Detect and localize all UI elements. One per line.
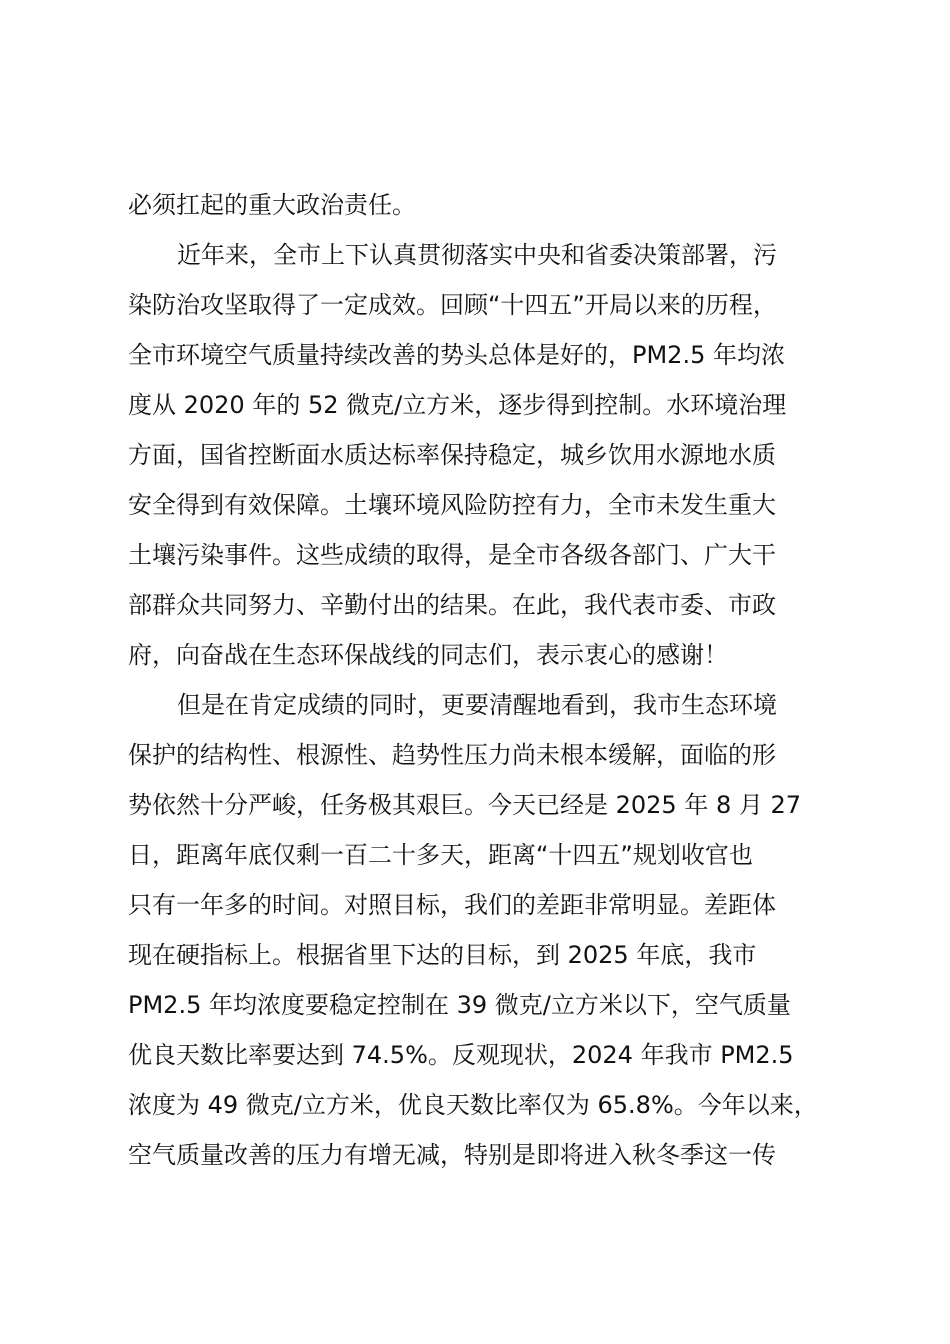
text-line-17: PM2.5 年均浓度要稳定控制在 39 微克/立方米以下，空气质量: [128, 991, 791, 1019]
text-line-8: 土壤污染事件。这些成绩的取得，是全市各级各部门、广大干: [128, 541, 776, 569]
text-line-1: 必须扛起的重大政治责任。: [128, 191, 416, 219]
text-line-19: 浓度为 49 微克/立方米，优良天数比率仅为 65.8%。今年以来，: [128, 1091, 818, 1119]
text-line-9: 部群众共同努力、辛勤付出的结果。在此，我代表市委、市政: [128, 591, 776, 619]
text-line-16: 现在硬指标上。根据省里下达的目标，到 2025 年底，我市: [128, 941, 757, 969]
text-line-13: 势依然十分严峻，任务极其艰巨。今天已经是 2025 年 8 月 27: [128, 791, 802, 819]
text-line-6: 方面，国省控断面水质达标率保持稳定，城乡饮用水源地水质: [128, 441, 776, 469]
text-line-18: 优良天数比率要达到 74.5%。反观现状，2024 年我市 PM2.5: [128, 1041, 794, 1069]
text-line-20: 空气质量改善的压力有增无减，特别是即将进入秋冬季这一传: [128, 1141, 776, 1169]
text-line-12: 保护的结构性、根源性、趋势性压力尚未根本缓解，面临的形: [128, 741, 776, 769]
text-line-10: 府，向奋战在生态环保战线的同志们，表示衷心的感谢！: [128, 641, 728, 669]
text-line-14: 日，距离年底仅剩一百二十多天，距离“十四五”规划收官也: [128, 841, 753, 869]
text-line-3: 染防治攻坚取得了一定成效。回顾“十四五”开局以来的历程，: [128, 291, 777, 319]
text-line-7: 安全得到有效保障。土壤环境风险防控有力，全市未发生重大: [128, 491, 776, 519]
text-line-11: 但是在肯定成绩的同时，更要清醒地看到，我市生态环境: [177, 691, 777, 719]
text-line-5: 度从 2020 年的 52 微克/立方米，逐步得到控制。水环境治理: [128, 391, 787, 419]
text-line-15: 只有一年多的时间。对照目标，我们的差距非常明显。差距体: [128, 891, 776, 919]
text-line-2: 近年来，全市上下认真贯彻落实中央和省委决策部署，污: [177, 241, 777, 269]
text-line-4: 全市环境空气质量持续改善的势头总体是好的，PM2.5 年均浓: [128, 341, 785, 369]
